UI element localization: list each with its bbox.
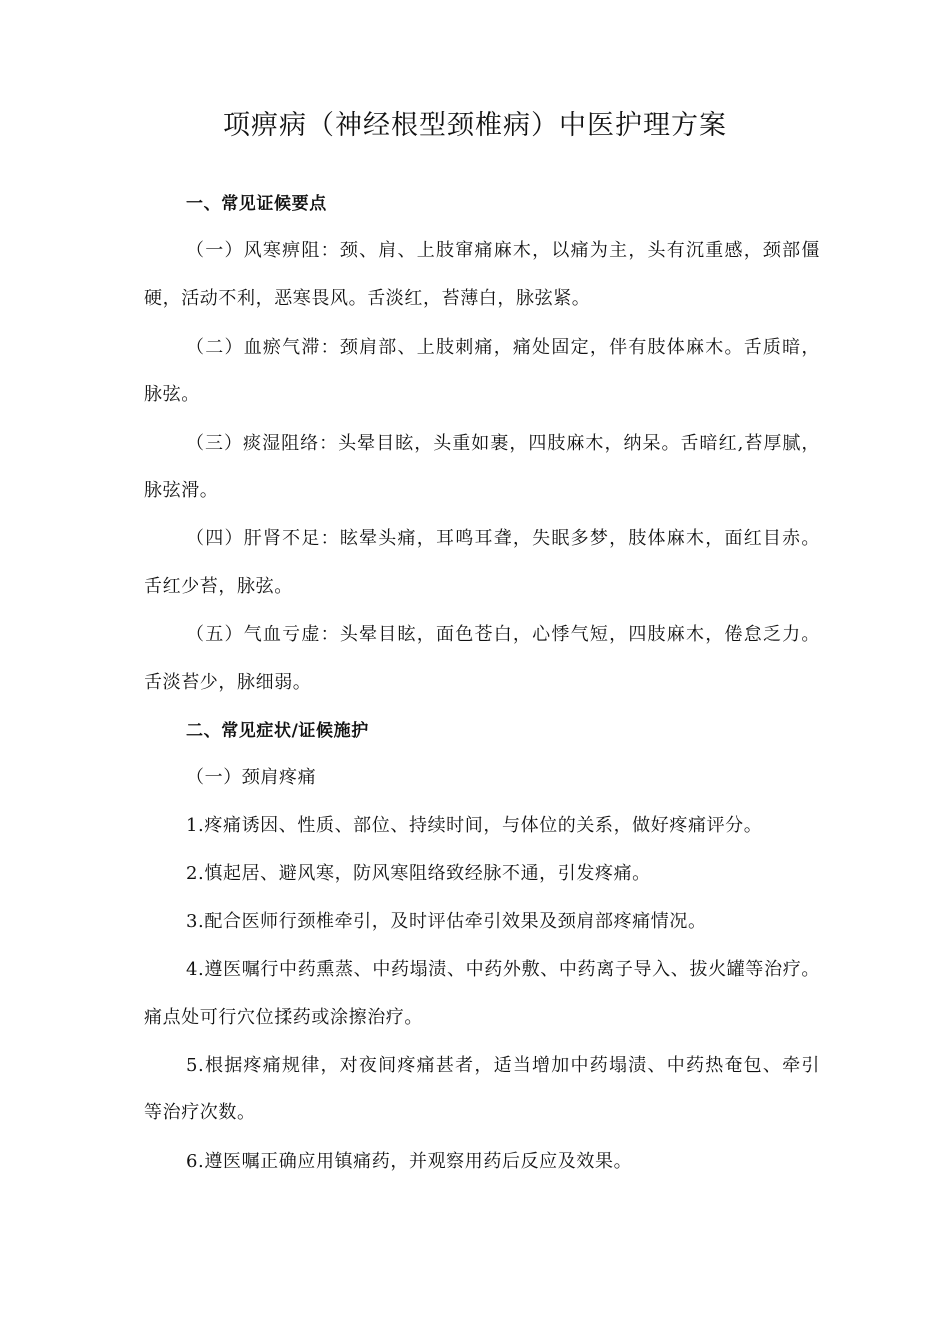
syndrome-2-line-1: （二）血瘀气滞：颈肩部、上肢刺痛，痛处固定，伴有肢体麻木。舌质暗， [186,337,820,358]
nursing-item-6: 6.遵医嘱正确应用镇痛药，并观察用药后反应及效果。 [186,1151,633,1172]
syndrome-4-line-2: 舌红少苔，脉弦。 [144,576,293,597]
section-heading-syndromes: 一、常见证候要点 [186,194,327,214]
nursing-item-5-line-1: 5.根据疼痛规律，对夜间疼痛甚者，适当增加中药塌渍、中药热奄包、牵引 [186,1055,820,1076]
nursing-item-4-line-1: 4.遵医嘱行中药熏蒸、中药塌渍、中药外敷、中药离子导入、拔火罐等治疗。 [186,959,820,980]
nursing-item-3: 3.配合医师行颈椎牵引，及时评估牵引效果及颈肩部疼痛情况。 [186,911,707,932]
syndrome-2-line-2: 脉弦。 [144,384,200,405]
syndrome-1-line-1: （一）风寒痹阻：颈、肩、上肢窜痛麻木，以痛为主，头有沉重感，颈部僵 [186,240,820,261]
syndrome-3-line-1: （三）痰湿阻络：头晕目眩，头重如裹，四肢麻木，纳呆。舌暗红,苔厚腻， [186,433,820,454]
section-heading-nursing: 二、常见症状/证候施护 [186,721,369,741]
page-title: 项痹病（神经根型颈椎病）中医护理方案 [223,110,727,141]
nursing-item-2: 2.慎起居、避风寒，防风寒阻络致经脉不通，引发疼痛。 [186,863,651,884]
syndrome-5-line-2: 舌淡苔少，脉细弱。 [144,672,312,693]
syndrome-4-line-1: （四）肝肾不足：眩晕头痛，耳鸣耳聋，失眠多梦，肢体麻木，面红目赤。 [186,528,820,549]
syndrome-3-line-2: 脉弦滑。 [144,480,219,501]
subsection-neck-shoulder-pain: （一）颈肩疼痛 [186,767,317,788]
syndrome-1-line-2: 硬，活动不利，恶寒畏风。舌淡红，苔薄白，脉弦紧。 [144,288,591,309]
nursing-item-1: 1.疼痛诱因、性质、部位、持续时间，与体位的关系，做好疼痛评分。 [186,815,763,836]
nursing-item-5-line-2: 等治疗次数。 [144,1102,256,1123]
nursing-item-4-line-2: 痛点处可行穴位揉药或涂擦治疗。 [144,1007,423,1028]
syndrome-5-line-1: （五）气血亏虚：头晕目眩，面色苍白，心悸气短，四肢麻木，倦怠乏力。 [186,624,820,645]
